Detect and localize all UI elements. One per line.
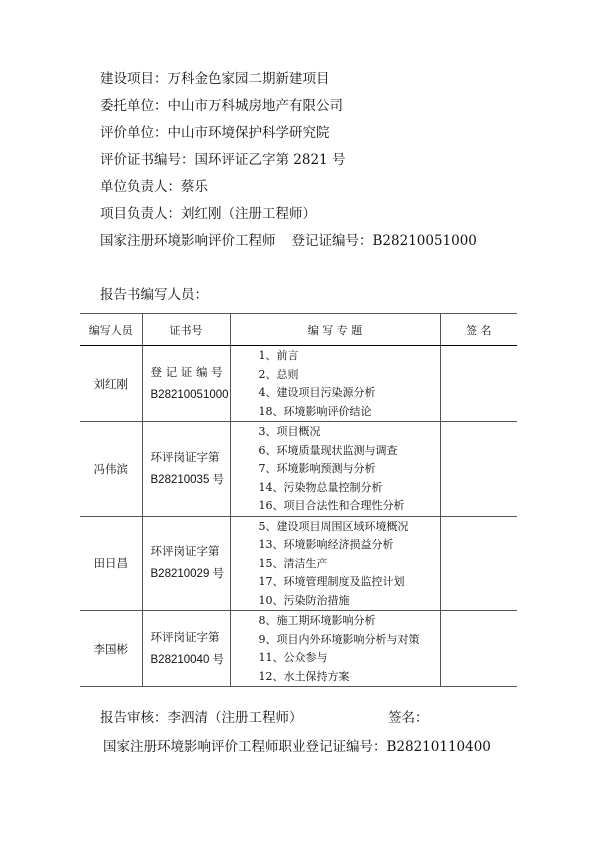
topic-item: 9、项目内外环境影响分析与对策 <box>258 632 420 646</box>
writer-name: 李国彬 <box>80 611 142 687</box>
writer-topics <box>230 611 440 687</box>
writer-cert <box>142 346 230 422</box>
report-review <box>100 708 429 728</box>
signature-cell[interactable] <box>440 611 517 687</box>
writer-cert <box>142 516 230 611</box>
project-name: 建设项目：万科金色家园二期新建项目 <box>100 71 330 87</box>
table-header-row <box>80 314 517 346</box>
header-topics: 编 写 专 题 <box>230 314 440 346</box>
cert-line1: 环评岗证字第 <box>150 449 220 464</box>
writers-table <box>80 313 517 687</box>
signature-cell[interactable] <box>440 346 517 422</box>
evaluation-unit: 评价单位：中山市环境保护科学研究院 <box>100 125 330 141</box>
unit-head: 单位负责人：蔡乐 <box>100 179 208 195</box>
topic-item: 15、清洁生产 <box>258 556 328 570</box>
project-head: 项目负责人：刘红刚（注册工程师） <box>100 206 316 222</box>
topic-item: 5、建设项目周围区域环境概况 <box>258 519 409 533</box>
topic-item: 8、施工期环境影响分析 <box>258 614 376 627</box>
client-unit: 委托单位：中山市万科城房地产有限公司 <box>100 98 343 114</box>
topic-item: 12、水土保持方案 <box>258 669 350 683</box>
signature-cell[interactable] <box>440 516 517 611</box>
writer-topics <box>230 422 440 517</box>
writer-cert <box>142 422 230 517</box>
reviewer: 报告审核：李泗清（注册工程师） <box>100 710 303 726</box>
review-signature: 签名： <box>388 710 429 726</box>
header-cert: 证书号 <box>142 314 230 346</box>
writer-name: 田日昌 <box>80 516 142 611</box>
topic-item: 6、环境质量现状监测与调查 <box>258 443 398 457</box>
national-engineer-title: 国家注册环境影响评价工程师 <box>100 233 276 249</box>
writer-name: 冯伟滨 <box>80 422 142 517</box>
topic-item: 10、污染防治措施 <box>258 593 350 607</box>
writer-topics <box>230 346 440 422</box>
header-writer: 编写人员 <box>80 314 142 346</box>
header-signature: 签 名 <box>440 314 517 346</box>
national-engineer-line <box>100 228 560 255</box>
writer-topics <box>230 516 440 611</box>
table-row <box>80 611 517 687</box>
evaluation-cert-number: 评价证书编号：国环评证乙字第 2821 号 <box>100 152 346 168</box>
topic-item: 14、污染物总量控制分析 <box>258 480 383 494</box>
topic-item: 3、项目概况 <box>258 425 321 438</box>
cert-line2: B28210040 号 <box>150 653 225 666</box>
writer-cert <box>142 611 230 687</box>
table-row <box>80 422 517 517</box>
topic-item: 11、公众参与 <box>258 651 328 664</box>
table-row <box>80 516 517 611</box>
cert-line2: B28210029 号 <box>150 568 225 581</box>
national-engineer-reg: 登记证编号：B28210051000 <box>291 233 477 249</box>
topic-item: 13、环境影响经济损益分析 <box>258 538 394 551</box>
topic-item: 18、环境影响评价结论 <box>258 404 372 418</box>
cert-line1: 环评岗证字第 <box>150 544 220 559</box>
writers-label: 报告书编写人员： <box>100 287 208 303</box>
project-info <box>100 66 560 255</box>
topic-item: 16、项目合法性和合理性分析 <box>258 499 405 512</box>
topic-item: 2、总则 <box>258 367 299 381</box>
writer-name: 刘红刚 <box>80 346 142 422</box>
cert-line2: B28210035 号 <box>150 473 225 486</box>
topic-item: 17、环境管理制度及监控计划 <box>258 575 405 588</box>
table-row <box>80 346 517 422</box>
topic-item: 4、建设项目污染源分析 <box>258 386 376 399</box>
topic-item: 1、前言 <box>258 349 299 362</box>
cert-line1: 登 记 证 编 号 <box>150 364 223 379</box>
registration-number: 国家注册环境影响评价工程师职业登记证编号：B28210110400 <box>103 739 491 755</box>
signature-cell[interactable] <box>440 422 517 517</box>
topic-item: 7、环境影响预测与分析 <box>258 462 376 475</box>
cert-line2: B28210051000 <box>150 388 229 401</box>
cert-line1: 环评岗证字第 <box>150 629 220 644</box>
